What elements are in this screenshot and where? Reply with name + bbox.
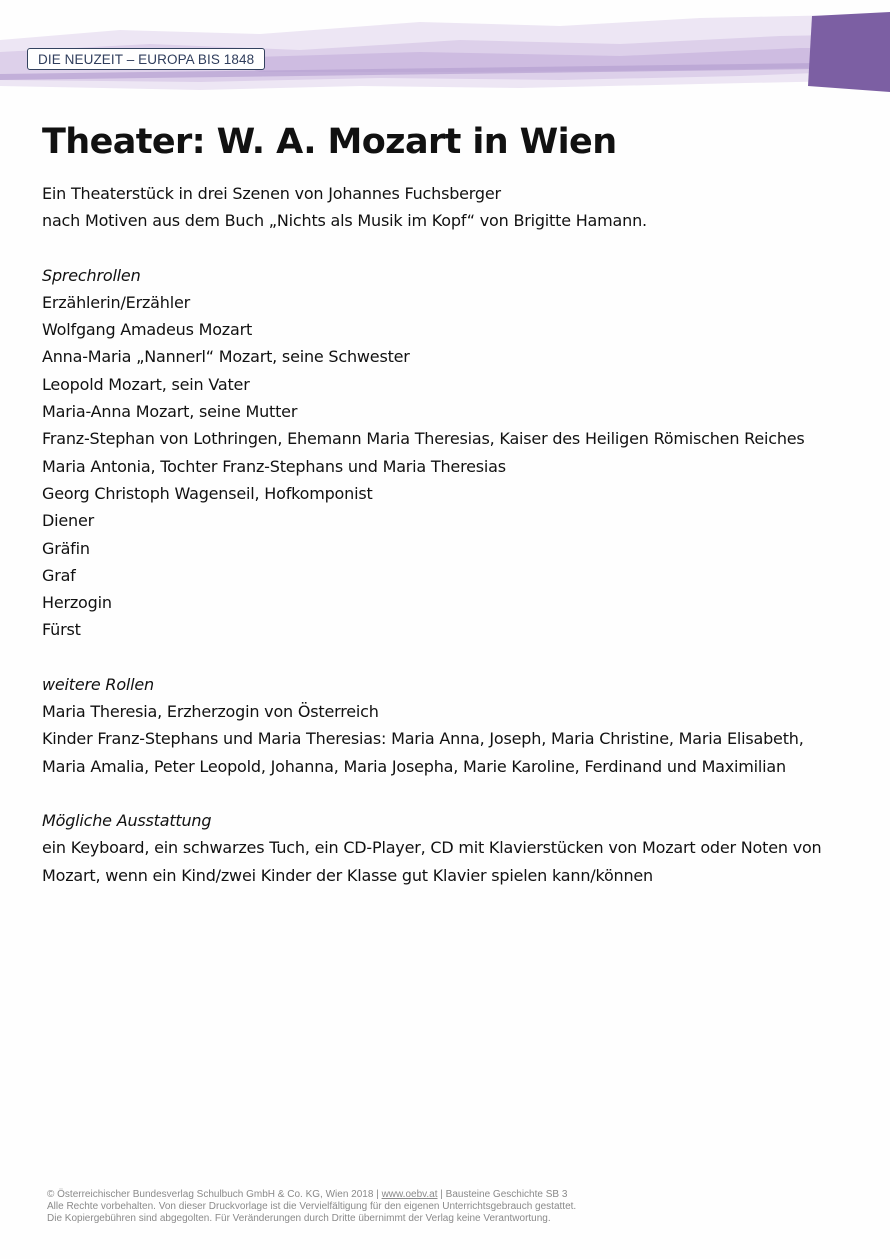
page-title: Theater: W. A. Mozart in Wien bbox=[42, 122, 617, 162]
role-item: Georg Christoph Wagenseil, Hofkomponist bbox=[42, 483, 373, 503]
footer-publisher: © Österreichischer Bundesverlag Schulbuch GmbH & Co. KG, Wien 2018 | bbox=[47, 1189, 382, 1200]
role-item: Franz-Stephan von Lothringen, Ehemann Maria Theresias, Kaiser des Heiligen Römischen Reiches bbox=[42, 429, 805, 449]
page-content bbox=[42, 118, 852, 889]
section-badge: DIE NEUZEIT – EUROPA BIS 1848 bbox=[27, 48, 265, 70]
role-item: Fürst bbox=[42, 620, 81, 640]
role-item: Herzogin bbox=[42, 593, 112, 613]
equipment-heading: Mögliche Ausstattung bbox=[42, 810, 212, 830]
role-item: Wolfgang Amadeus Mozart bbox=[42, 320, 253, 340]
speaking-roles-heading: Sprechrollen bbox=[42, 265, 141, 285]
copyright-footer bbox=[47, 1189, 576, 1225]
role-item: Maria Antonia, Tochter Franz-Stephans und Maria Theresias bbox=[42, 456, 506, 476]
role-item: Diener bbox=[42, 511, 94, 531]
further-roles-heading: weitere Rollen bbox=[42, 674, 154, 694]
equipment-section bbox=[42, 807, 852, 889]
intro-line: Ein Theaterstück in drei Szenen von Johannes Fuchsberger bbox=[42, 184, 501, 203]
footer-series: | Bausteine Geschichte SB 3 bbox=[437, 1189, 568, 1200]
further-roles-line: Maria Amalia, Peter Leopold, Johanna, Maria Josepha, Marie Karoline, Ferdinand und Maximilian bbox=[42, 756, 786, 776]
role-item: Graf bbox=[42, 565, 76, 585]
footer-line bbox=[47, 1189, 576, 1201]
intro bbox=[42, 180, 852, 235]
footer-line: Die Kopiergebühren sind abgegolten. Für Veränderungen durch Dritte übernimmt der Verlag keine Verantwortung. bbox=[47, 1213, 551, 1224]
equipment-line: Mozart, wenn ein Kind/zwei Kinder der Klasse gut Klavier spielen kann/können bbox=[42, 865, 653, 885]
role-item: Anna-Maria „Nannerl“ Mozart, seine Schwester bbox=[42, 347, 410, 367]
role-item: Leopold Mozart, sein Vater bbox=[42, 374, 250, 394]
equipment-line: ein Keyboard, ein schwarzes Tuch, ein CD-Player, CD mit Klavierstücken von Mozart oder Noten von bbox=[42, 838, 822, 858]
further-roles-line: Kinder Franz-Stephans und Maria Theresias: Maria Anna, Joseph, Maria Christine, Maria Elisabeth, bbox=[42, 729, 804, 749]
role-item: Maria-Anna Mozart, seine Mutter bbox=[42, 402, 298, 422]
speaking-roles-section bbox=[42, 262, 852, 644]
role-item: Erzählerin/Erzähler bbox=[42, 292, 190, 312]
role-item: Gräfin bbox=[42, 538, 90, 558]
further-roles-section bbox=[42, 671, 852, 780]
intro-line: nach Motiven aus dem Buch „Nichts als Musik im Kopf“ von Brigitte Hamann. bbox=[42, 211, 647, 231]
footer-line: Alle Rechte vorbehalten. Von dieser Druckvorlage ist die Vervielfältigung für den eigenen Unterrichtsgebrauch gestattet. bbox=[47, 1201, 577, 1212]
publisher-website-link[interactable]: www.oebv.at bbox=[381, 1189, 438, 1200]
further-roles-line: Maria Theresia, Erzherzogin von Österreich bbox=[42, 702, 379, 722]
